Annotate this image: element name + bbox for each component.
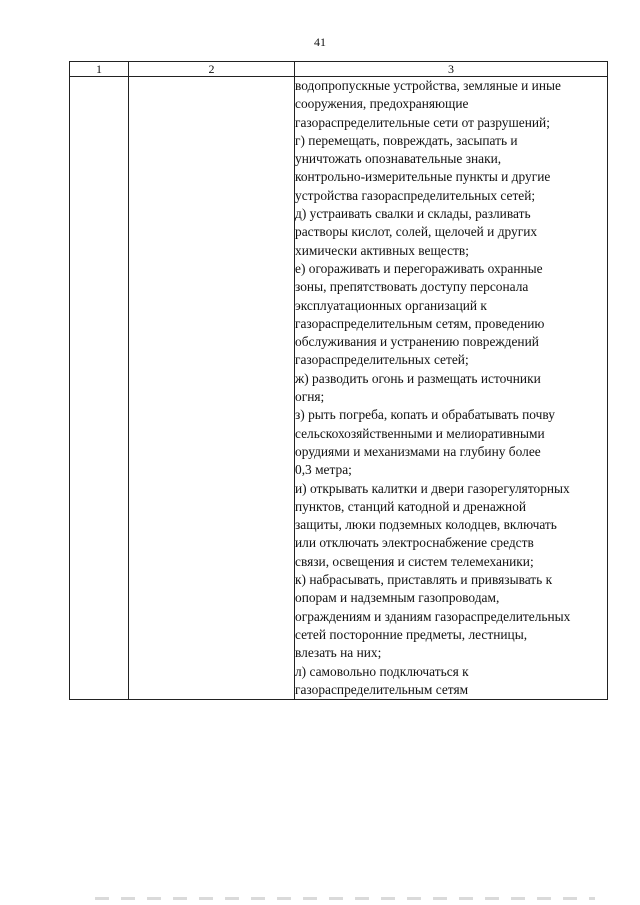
text-line: контрольно-измерительные пункты и другие	[295, 169, 551, 185]
text-line: химически активных веществ;	[295, 242, 469, 258]
text-line: сетей посторонние предметы, лестницы,	[295, 626, 528, 642]
text-line: г) перемещать, повреждать, засыпать и	[295, 132, 518, 148]
table-row	[70, 77, 608, 700]
text-line: связи, освещения и систем телемеханики;	[295, 553, 534, 569]
text-line: водопропускные устройства, земляные и иные	[295, 78, 561, 93]
text-line: влезать на них;	[295, 645, 382, 661]
table-header-row	[70, 62, 608, 77]
text-line: газораспределительных сетей;	[295, 352, 469, 368]
page-number: 41	[314, 35, 326, 49]
text-line: опорам и надземным газопроводам,	[295, 590, 500, 606]
text-line: сооружения, предохраняющие	[295, 96, 469, 112]
text-line: устройства газораспределительных сетей;	[295, 187, 536, 203]
text-line: ограждениям и зданиям газораспределительных	[295, 608, 571, 624]
text-line: д) устраивать свалки и склады, разливать	[295, 206, 531, 222]
column-header-3: 3	[295, 62, 608, 77]
text-line: эксплуатационных организаций к	[295, 297, 487, 313]
text-line: газораспределительные сети от разрушений;	[295, 114, 550, 130]
text-line: уничтожать опознавательные знаки,	[295, 151, 502, 167]
scan-artifact-strip	[95, 897, 595, 900]
text-line: газораспределительным сетям	[295, 681, 469, 697]
text-line: орудиями и механизмами на глубину более	[295, 443, 541, 459]
text-line: е) огораживать и перегораживать охранные	[295, 260, 543, 276]
text-line: зоны, препятствовать доступу персонала	[295, 279, 529, 295]
text-line: или отключать электроснабжение средств	[295, 535, 534, 551]
text-line: и) открывать калитки и двери газорегуляторных	[295, 480, 570, 496]
text-line: огня;	[295, 389, 325, 405]
column-1-cell	[70, 77, 129, 700]
regulation-table	[69, 61, 608, 700]
text-line: ж) разводить огонь и размещать источники	[295, 370, 541, 386]
text-line: сельскохозяйственными и мелиоративными	[295, 425, 545, 441]
text-line: пунктов, станций катодной и дренажной	[295, 498, 527, 514]
column-header-2: 2	[129, 62, 295, 77]
text-line: 0,3 метра;	[295, 462, 352, 478]
text-line: л) самовольно подключаться к	[295, 663, 469, 679]
column-3-cell	[295, 77, 608, 700]
text-line: з) рыть погреба, копать и обрабатывать почву	[295, 407, 555, 423]
text-line: газораспределительным сетям, проведению	[295, 315, 545, 331]
text-line: к) набрасывать, приставлять и привязывать к	[295, 572, 553, 588]
text-line: обслуживания и устранению повреждений	[295, 334, 539, 350]
column-header-1: 1	[70, 62, 129, 77]
text-line: защиты, люки подземных колодцев, включать	[295, 517, 557, 533]
text-line: растворы кислот, солей, щелочей и других	[295, 224, 538, 240]
column-2-cell	[129, 77, 295, 700]
